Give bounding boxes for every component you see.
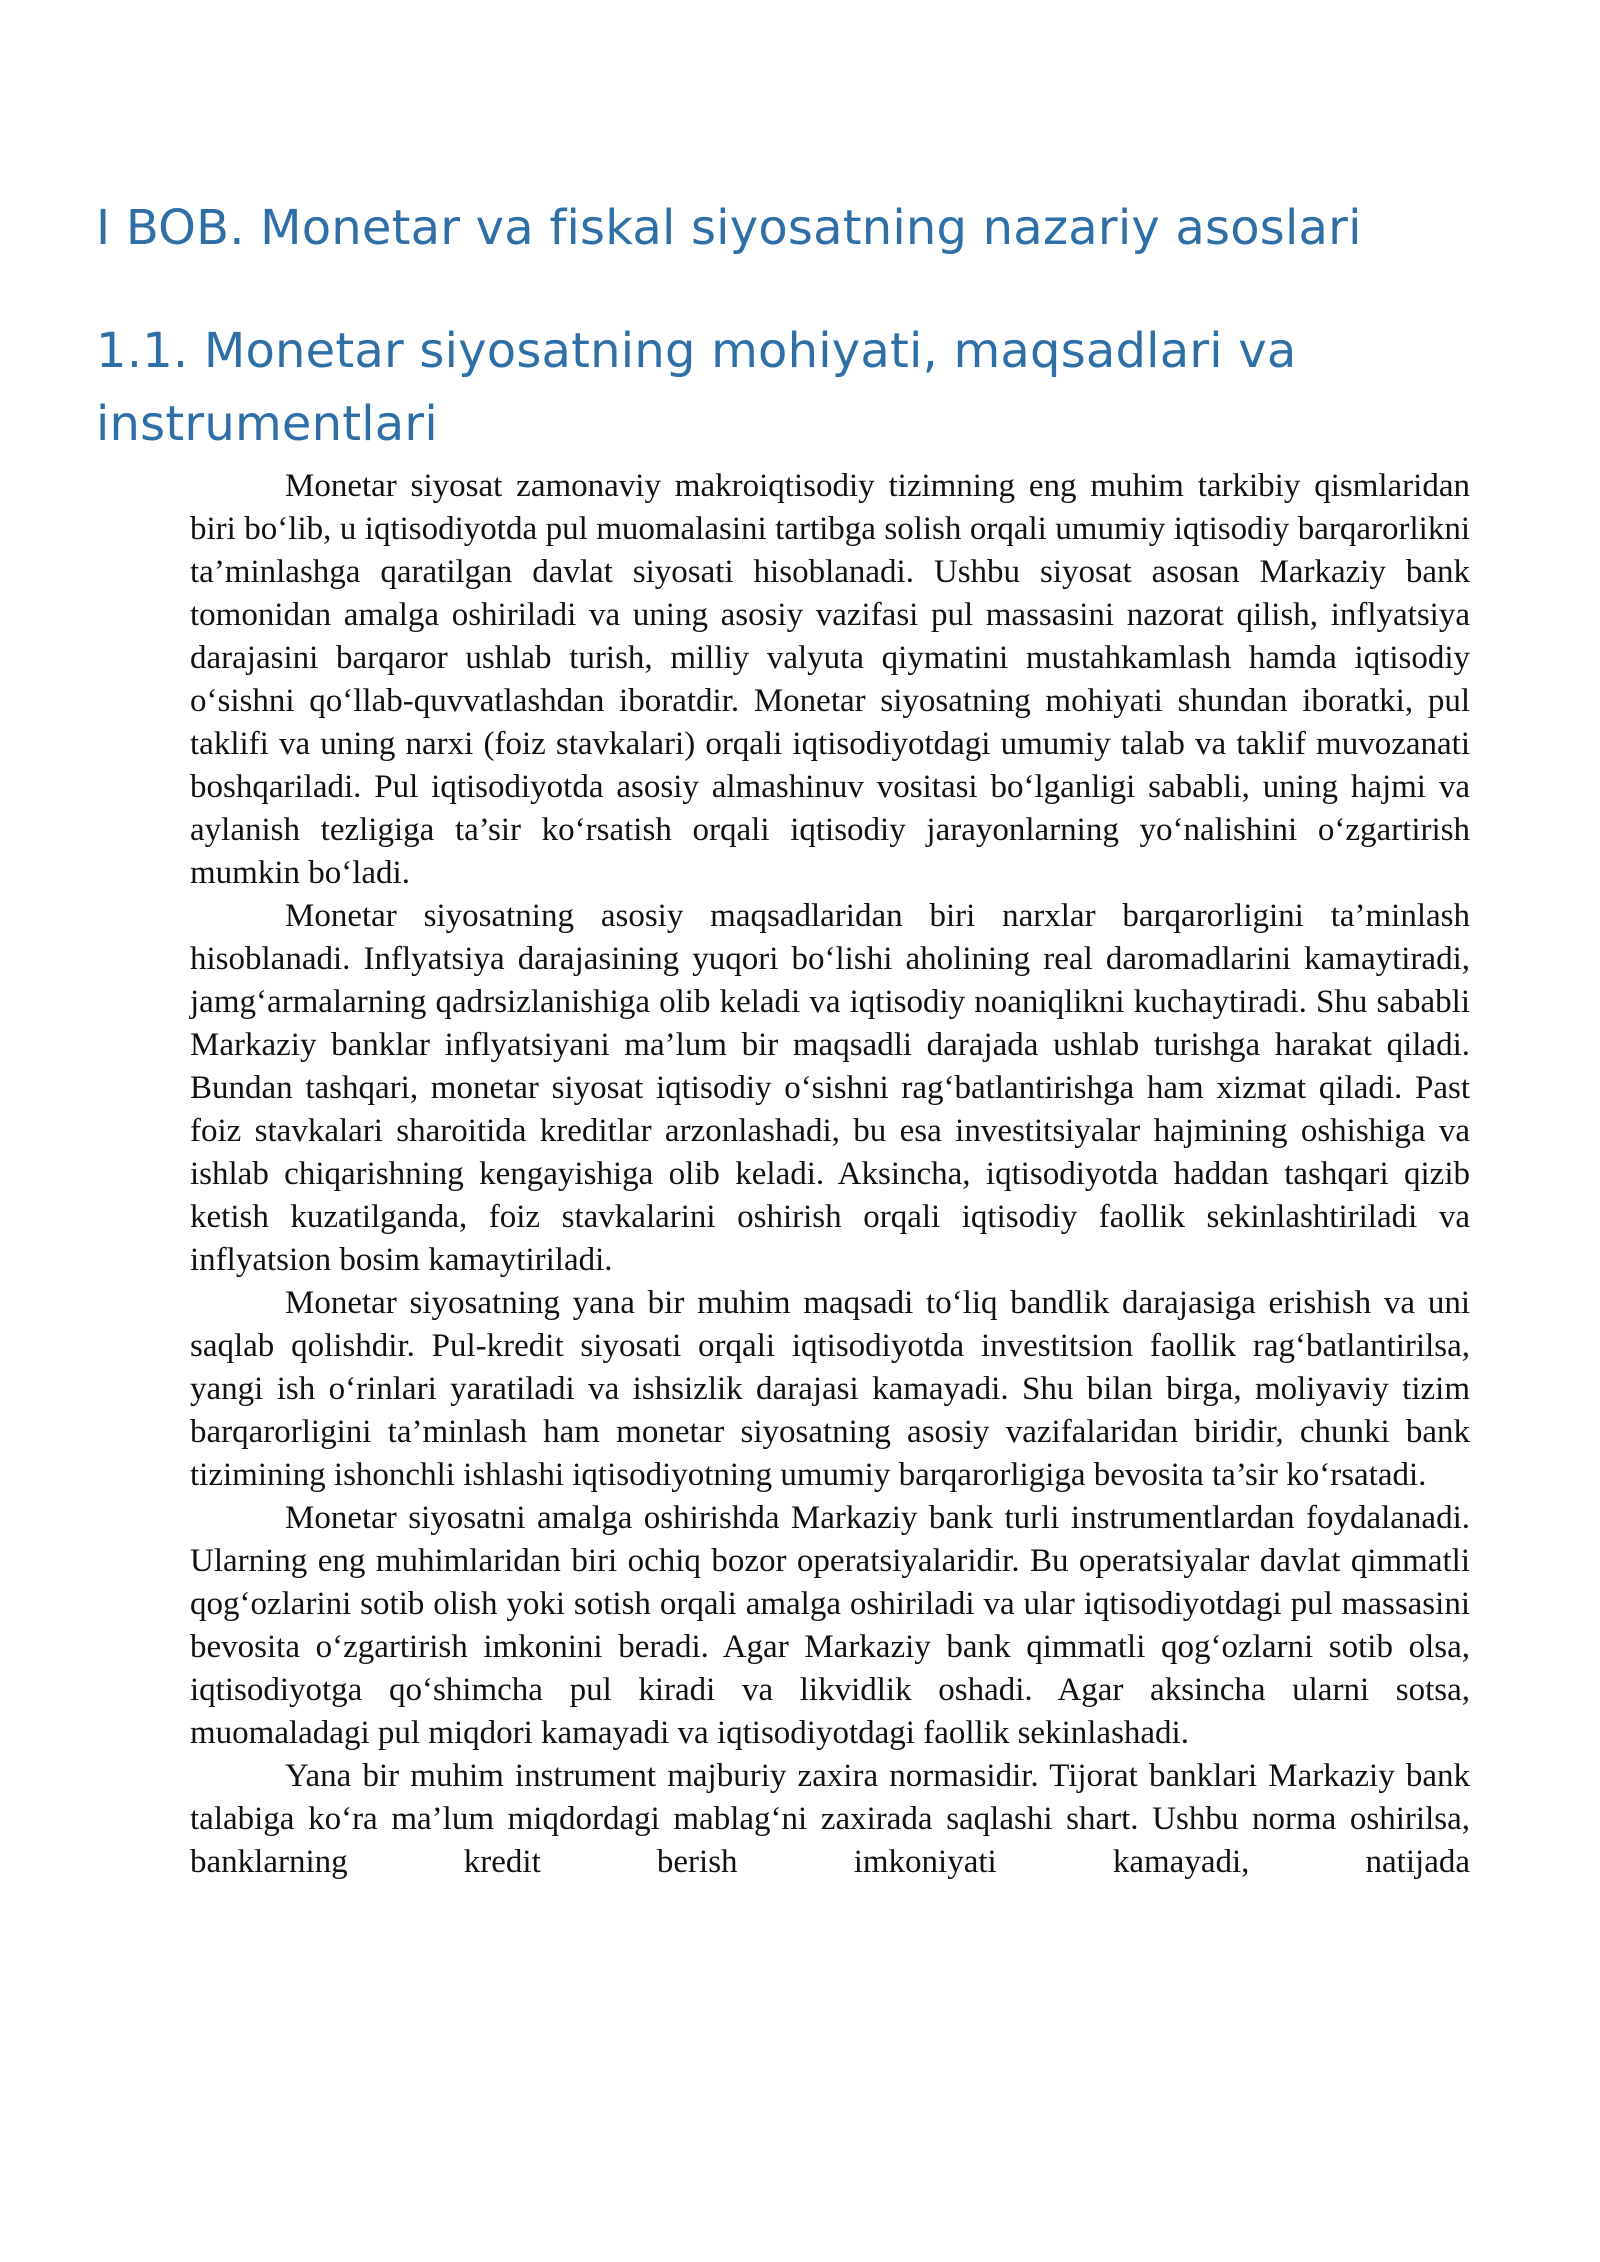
- paragraph: Monetar siyosatni amalga oshirishda Markaziy bank turli instrumentlardan foydalanadi. Ularning eng muhimlaridan biri ochiq bozor operatsiyalaridir. Bu operatsiyalar davlat qimmatli qog‘ozlarini sotib olish yoki sotish orqali amalga oshiriladi va ular iqtisodiyotdagi pul massasini bevosita o‘zgartirish imkonini beradi. Agar Markaziy bank qimmatli qog‘ozlarni sotib olsa, iqtisodiyotga qo‘shimcha pul kiradi va likvidlik oshadi. Agar aksincha ularni sotsa, muomaladagi pul miqdori kamayadi va iqtisodiyotdagi faollik sekinlashadi.: [190, 1500, 1470, 1751]
- chapter-title: I BOB. Monetar va fiskal siyosatning nazariy asoslari: [96, 200, 1362, 256]
- paragraph: Monetar siyosatning yana bir muhim maqsadi to‘liq bandlik darajasiga erishish va uni saqlab qolishdir. Pul-kredit siyosati orqali iqtisodiyotda investitsion faollik rag‘batlantirilsa, yangi ish o‘rinlari yaratiladi va ishsizlik darajasi kamayadi. Shu bilan birga, moliyaviy tizim barqarorligini ta’minlash ham monetar siyosatning asosiy vazifalaridan biridir, chunki bank tizimining ishonchli ishlashi iqtisodiyotning umumiy barqarorligiga bevosita ta’sir ko‘rsatadi.: [190, 1285, 1470, 1493]
- paragraph: Yana bir muhim instrument majburiy zaxira normasidir. Tijorat banklari Markaziy bank talabiga ko‘ra ma’lum miqdordagi mablag‘ni zaxirada saqlashi shart. Ushbu norma oshirilsa, banklarning kredit berish imkoniyati kamayadi, natijada: [190, 1758, 1470, 1880]
- section-title: 1.1. Monetar siyosatning mohiyati, maqsadlari va instrumentlari: [96, 323, 1297, 452]
- paragraph: Monetar siyosatning asosiy maqsadlaridan biri narxlar barqarorligini ta’minlash hisoblanadi. Inflyatsiya darajasining yuqori bo‘lishi aholining real daromadlarini kamaytiradi, jamg‘armalarning qadrsizlanishiga olib keladi va iqtisodiy noaniqlikni kuchaytiradi. Shu sababli Markaziy banklar inflyatsiyani ma’lum bir maqsadli darajada ushlab turishga harakat qiladi. Bundan tashqari, monetar siyosat iqtisodiy o‘sishni rag‘batlantirishga ham xizmat qiladi. Past foiz stavkalari sharoitida kreditlar arzonlashadi, bu esa investitsiyalar hajmining oshishiga va ishlab chiqarishning kengayishiga olib keladi. Aksincha, iqtisodiyotda haddan tashqari qizib ketish kuzatilganda, foiz stavkalarini oshirish orqali iqtisodiy faollik sekinlashtiriladi va inflyatsion bosim kamaytiriladi.: [190, 898, 1470, 1278]
- paragraph: Monetar siyosat zamonaviy makroiqtisodiy tizimning eng muhim tarkibiy qismlaridan biri bo‘lib, u iqtisodiyotda pul muomalasini tartibga solish orqali umumiy iqtisodiy barqarorlikni ta’minlashga qaratilgan davlat siyosati hisoblanadi. Ushbu siyosat asosan Markaziy bank tomonidan amalga oshiriladi va uning asosiy vazifasi pul massasini nazorat qilish, inflyatsiya darajasini barqaror ushlab turish, milliy valyuta qiymatini mustahkamlash hamda iqtisodiy o‘sishni qo‘llab-quvvatlashdan iboratdir. Monetar siyosatning mohiyati shundan iboratki, pul taklifi va uning narxi (foiz stavkalari) orqali iqtisodiyotdagi umumiy talab va taklif muvozanati boshqariladi. Pul iqtisodiyotda asosiy almashinuv vositasi bo‘lganligi sababli, uning hajmi va aylanish tezligiga ta’sir ko‘rsatish orqali iqtisodiy jarayonlarning yo‘nalishini o‘zgartirish mumkin bo‘ladi.: [190, 468, 1470, 891]
- body-text: [190, 465, 1470, 1884]
